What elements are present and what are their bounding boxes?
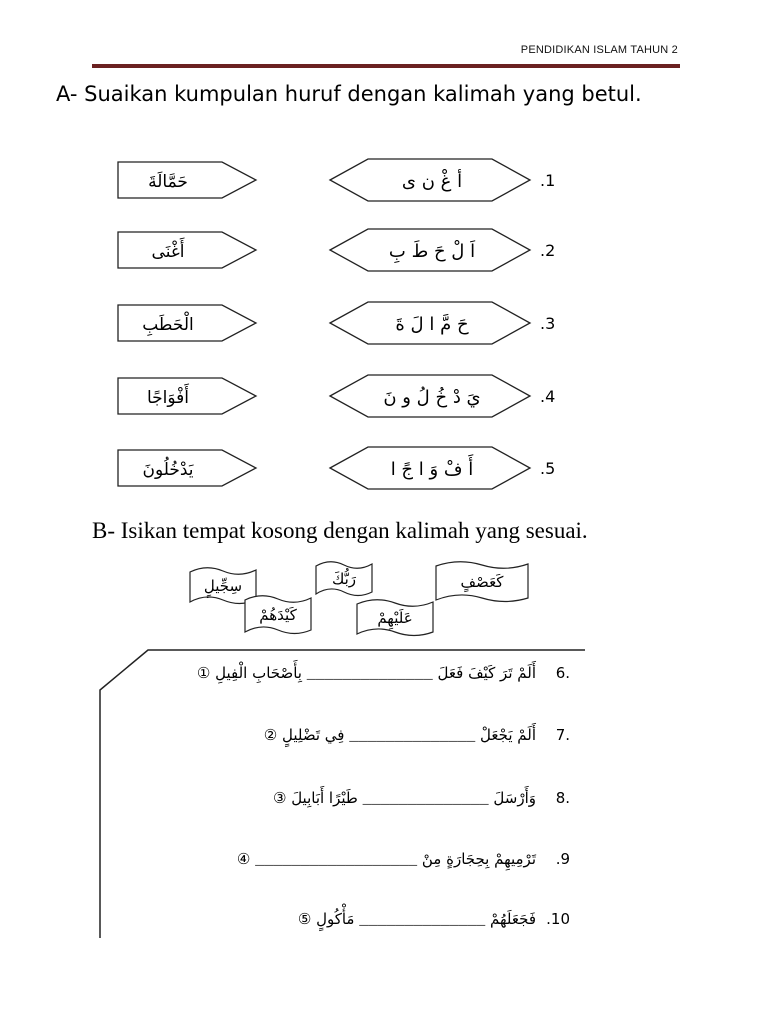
question-number: .2 xyxy=(540,241,556,260)
letter-group: اَ لْ حَ طَ بِ xyxy=(388,241,476,262)
word-bank-item: كَعَصْفٍ xyxy=(460,573,504,591)
question-text xyxy=(298,904,536,932)
question-text xyxy=(264,722,536,747)
question-number: 7. xyxy=(555,726,570,744)
word-bank-item: سِجِّيلٍ xyxy=(203,577,243,595)
question-number: .5 xyxy=(540,459,556,478)
ayah-number: ③ xyxy=(272,789,292,807)
ayah-number: ① xyxy=(196,664,216,682)
question-number: .4 xyxy=(540,387,556,406)
letter-group: أَ فْ وَ ا جً ا xyxy=(390,459,474,480)
question-start: فَجَعَلَهُمْ xyxy=(485,910,536,928)
word-label: حَمَّالَةَ xyxy=(148,172,188,192)
ayah-number: ④ xyxy=(236,850,256,868)
question-number: .10 xyxy=(546,910,570,928)
answer-blank[interactable]: ______________ xyxy=(349,728,476,745)
ayah-number: ② xyxy=(263,726,282,744)
question-number: .9 xyxy=(555,850,570,868)
question-start: تَرْمِيهِمْ بِحِجَارَةٍ مِنْ xyxy=(417,850,536,868)
question-number: 8. xyxy=(555,789,570,807)
answer-blank[interactable]: ______________ xyxy=(362,791,489,808)
question-end: فِي تَضْلِيلٍ xyxy=(282,726,350,744)
question-text xyxy=(237,850,536,871)
question-start: أَلَمْ يَجْعَلْ xyxy=(475,726,536,744)
question-start: وَأَرْسَلَ xyxy=(488,789,536,807)
word-label: أَفْوَاجًا xyxy=(146,388,190,408)
word-bank-item: عَلَيْهِمْ xyxy=(377,609,413,627)
question-number: 6. xyxy=(555,664,570,682)
word-bank-item: كَيْدَهُمْ xyxy=(259,606,297,624)
question-end: بِأَصْحَابِ الْفِيلِ xyxy=(215,664,307,682)
question-end: مَأْكُولٍ xyxy=(316,910,360,928)
ayah-number: ⑤ xyxy=(297,910,317,928)
word-box xyxy=(118,232,256,268)
letter-group: أ غْ ن ى xyxy=(401,171,463,192)
answer-blank[interactable]: ______________ xyxy=(306,666,433,683)
answer-blank[interactable]: ______________ xyxy=(359,912,486,929)
question-start: أَلَمْ تَرَ كَيْفَ فَعَلَ xyxy=(432,664,536,682)
question-text xyxy=(197,660,536,685)
question-number: .3 xyxy=(540,314,556,333)
letter-group: حَ مَّ ا لَ ةَ xyxy=(395,314,469,335)
word-label: يَدْخُلُونَ xyxy=(142,460,194,480)
section-a-instruction: A- Suaikan kumpulan huruf dengan kalimah yang betul. xyxy=(56,82,642,106)
word-bank-item: رَبُّكَ xyxy=(331,570,357,588)
question-text xyxy=(273,785,536,808)
word-label: أَغْنَى xyxy=(151,242,185,262)
letter-group: يَ دْ خُ لُ و نَ xyxy=(383,387,481,408)
section-b-instruction: B- Isikan tempat kosong dengan kalimah yang sesuai. xyxy=(92,518,588,543)
page-header: PENDIDIKAN ISLAM TAHUN 2 xyxy=(520,44,678,56)
question-number: .1 xyxy=(540,171,556,190)
answer-blank[interactable]: __________________ xyxy=(255,852,418,869)
question-end: طَيْرًا أَبَابِيلَ xyxy=(291,789,363,807)
word-label: الْحَطَبِ xyxy=(142,315,194,335)
